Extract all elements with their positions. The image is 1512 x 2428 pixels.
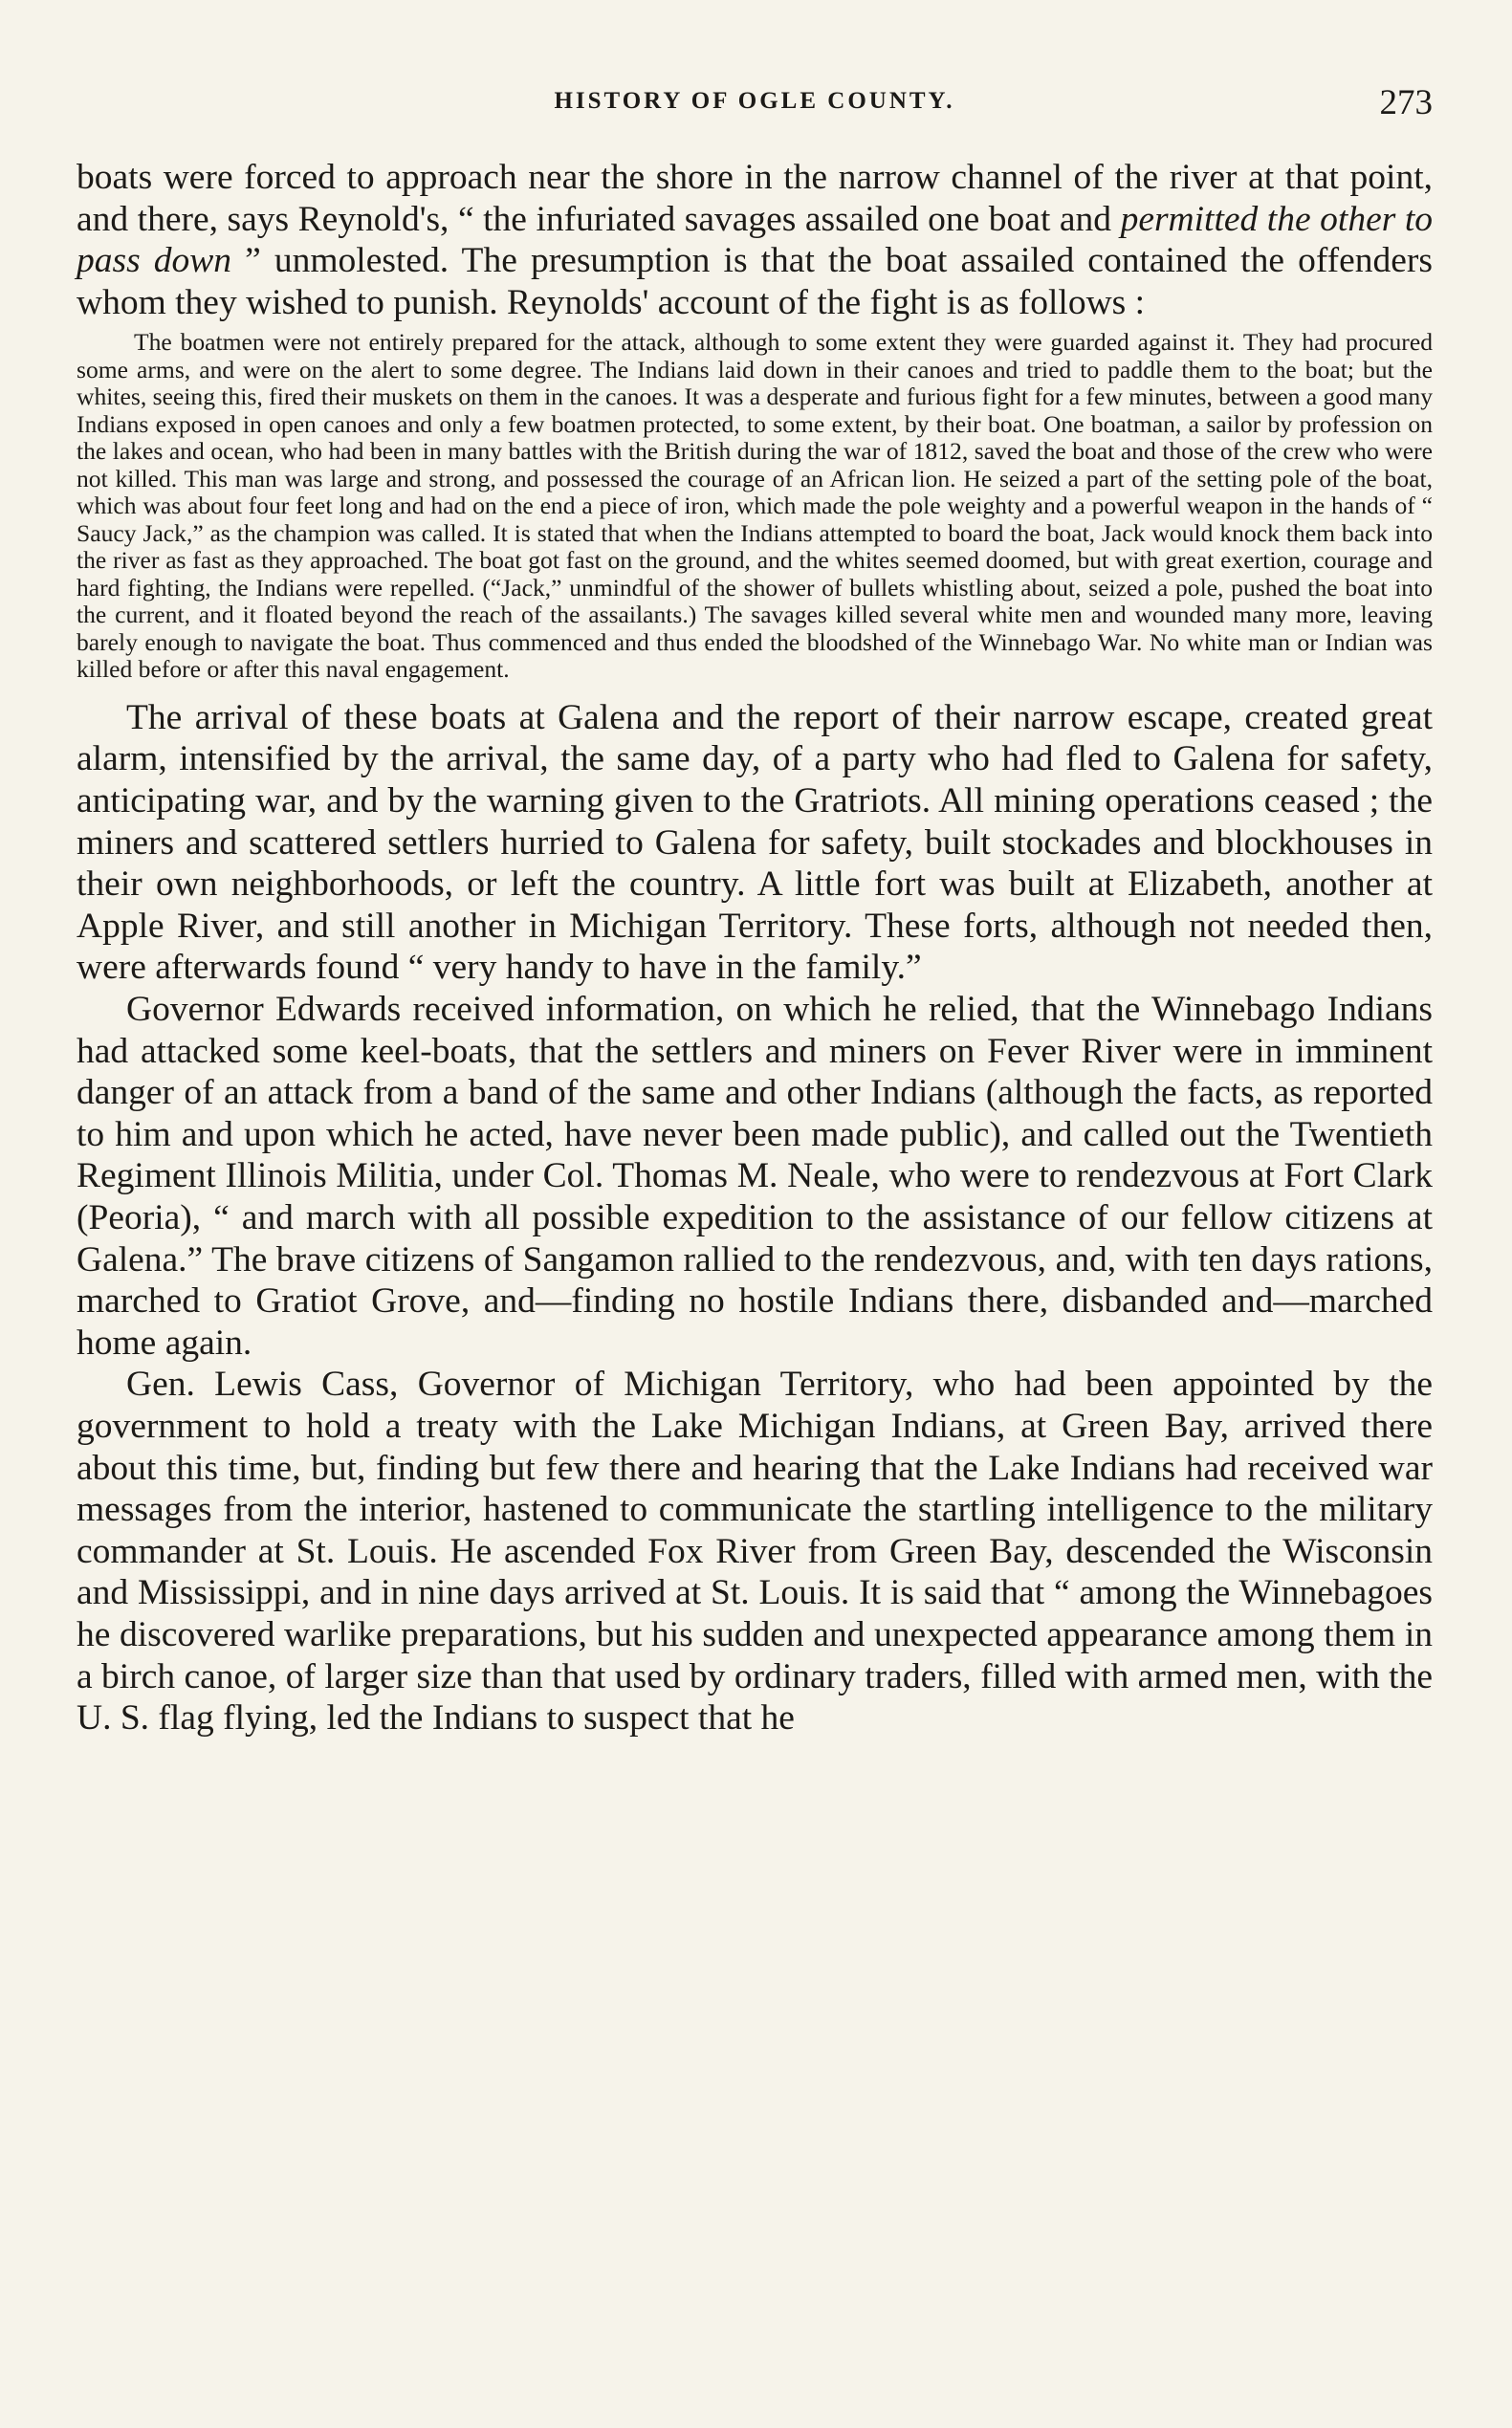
paragraph-governor-edwards: Governor Edwards received information, on which he relied, that the Winnebago Indians had attacked some keel-boats, that the settlers and miners on Fever River were in imminent danger of an attack from a band of the same and other Indians (although the facts, as reported to him and upon which he acted, have never been made public), and called out the Twentieth Regiment Illinois Militia, under Col. Thomas M. Neale, who were to rendezvous at Fort Clark (Peoria), “ and march with all possible expedition to the assistance of our fellow citizens at Galena.” The brave citizens of Sangamon rallied to the rendezvous, and, with ten days rations, marched to Gratiot Grove, and—finding no hostile Indians there, disbanded and—marched home again. <box>77 990 1433 1363</box>
running-head <box>77 82 1433 130</box>
paragraph-boats-text-2: ” unmolested. The presumption is that the boat assailed contained the offenders whom they wished to punish. Reynolds' account of the fight is as follows : <box>77 241 1433 322</box>
paragraph-arrival: The arrival of these boats at Galena and the report of their narrow escape, created great alarm, intensified by the arrival, the same day, of a party who had fled to Galena for safety, anticipating war, and by the warning given to the Gratriots. All mining operations ceased ; the miners and scattered settlers hurried to Galena for safety, built stockades and blockhouses in their own neighborhoods, or left the country. A little fort was built at Elizabeth, another at Apple River, and still another in Michigan Territory. These forts, although not needed then, were afterwards found “ very handy to have in the family.” <box>77 697 1433 988</box>
paragraph-lewis-cass: Gen. Lewis Cass, Governor of Michigan Territory, who had been appointed by the government to hold a treaty with the Lake Michigan Indians, at Green Bay, arrived there about this time, but, finding but few there and hearing that the Lake Indians had received war messages from the interior, hastened to communicate the startling intelligence to the military commander at St. Louis. He ascended Fox River from Green Bay, descended the Wisconsin and Mississippi, and in nine days arrived at St. Louis. It is said that “ among the Winnebagoes he discovered warlike preparations, but his sudden and unexpected appearance among them in a birch canoe, of larger size than that used by ordinary traders, filled with armed men, with the U. S. flag flying, led the Indians to suspect that he <box>77 1365 1433 1739</box>
block-quote-reynolds: The boatmen were not entirely prepared for the attack, although to some extent they were guarded against it. They had procured some arms, and were on the alert to some degree. The Indians laid down in their canoes and tried to paddle them to the boat; but the whites, seeing this, fired their muskets on them in the canoes. It was a desperate and furious fight for a few minutes, between a good many Indians exposed in open canoes and only a few boatmen protected, to some extent, by their boat. One boatman, a sailor by profession on the lakes and ocean, who had been in many battles with the British during the war of 1812, saved the boat and those of the crew who were not killed. This man was large and strong, and possessed the courage of an African lion. He seized a part of the setting pole of the boat, which was about four feet long and had on the end a piece of iron, which made the pole weighty and a powerful weapon in the hands of “ Saucy Jack,” as the champion was called. It is stated that when the Indians attempted to board the boat, Jack would knock them back into the river as fast as they approached. The boat got fast on the ground, and the whites seemed doomed, but with great exertion, courage and hard fighting, the Indians were repelled. (“Jack,” unmindful of the shower of bullets whistling about, seized a pole, pushed the boat into the current, and it floated beyond the reach of the assailants.) The savages killed several white men and wounded many more, leaving barely enough to navigate the boat. Thus commenced and thus ended the bloodshed of the Winnebago War. No white man or Indian was killed before or after this naval engagement. <box>77 328 1433 684</box>
paragraph-boats-text-1: boats were forced to approach near the shore in the narrow channel of the river at that point, and there, says Reynold's, “ the infuriated savages assailed one boat and <box>77 158 1433 239</box>
running-title: HISTORY OF OGLE COUNTY. <box>554 88 955 114</box>
paragraph-boats <box>77 157 1433 323</box>
page-number: 273 <box>1379 83 1433 122</box>
paragraph-boats-italic: permitted the other to pass down <box>77 199 1433 281</box>
book-page <box>77 82 1433 1739</box>
